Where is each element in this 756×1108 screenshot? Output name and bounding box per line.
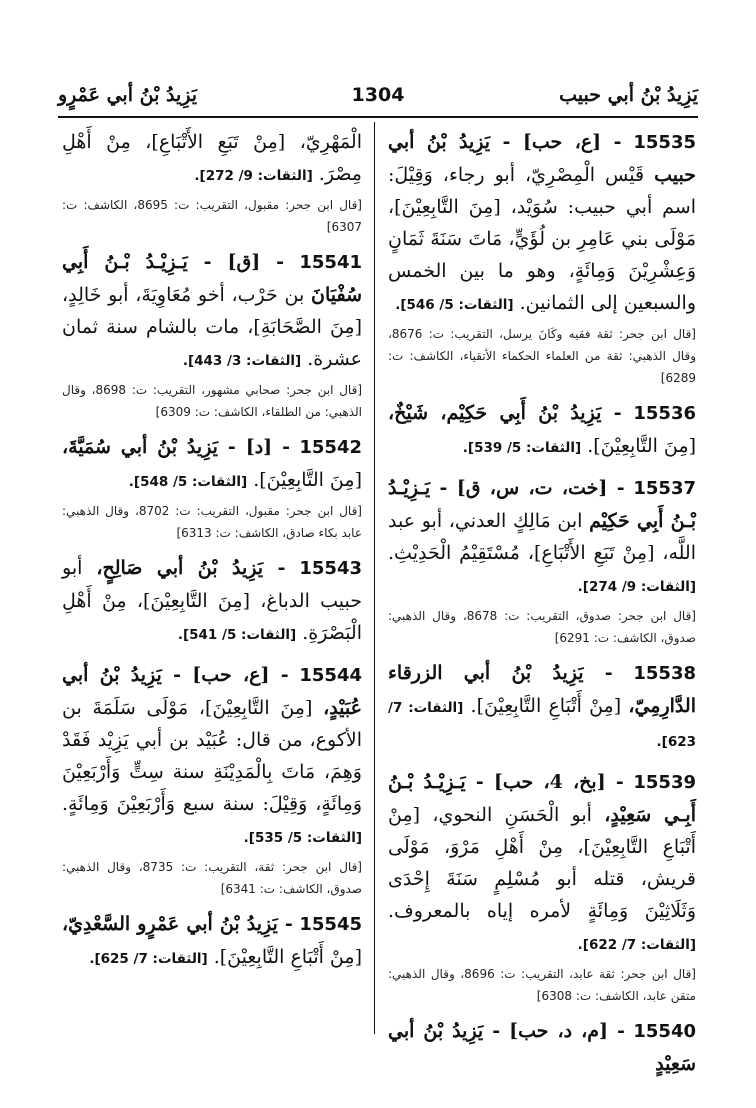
entry-number: 15541 (299, 252, 362, 273)
entry-name: - [م، د، حب] - يَزِيدُ بْنُ أبي سَعِيْدٍ (388, 1020, 696, 1075)
running-header (58, 84, 698, 116)
entry-source: [الثقات: 5/ 535]. (243, 830, 362, 846)
biography-entry (388, 657, 696, 758)
entry-body (62, 126, 362, 192)
entry-number: 15540 (633, 1021, 696, 1042)
entry-body (388, 657, 696, 758)
entry-number: 15535 (633, 132, 696, 153)
entry-footnote: [قال ابن جحر: ثقة عابد، التقريب: ت: 8696، وقال الذهبي: متقن عابد، الكاشف: ت: 6308] (388, 967, 696, 1003)
biography-entry (388, 1015, 696, 1080)
biography-entry (62, 552, 362, 651)
entry-body (62, 552, 362, 651)
biography-entry (62, 431, 362, 544)
entry-body (388, 766, 696, 961)
entry-text: [مِنَ التَّابِعِيْنَ]. (253, 469, 362, 491)
biography-entry (388, 766, 696, 1007)
entry-source: [الثقات: 9/ 272]. (194, 168, 313, 184)
entry-text: الْمَهْرِيّ، [مِنْ تَبَعِ الأَتْبَاعِ]، مِنْ أَهْلِ مِصْرَ. (62, 131, 362, 185)
entry-footnote: [قال ابن جحر: ثقة، التقريب: ت: 8735، وقال الذهبي: صدوق، الكاشف: ت: 6341] (62, 860, 362, 896)
entry-number: 15542 (299, 437, 362, 458)
entry-text: [مِنْ أَتْبَاعِ التَّابِعِيْنَ]. (470, 695, 622, 717)
entry-text: ابن مَالِكٍ العدني، أبو عبد اللَّه، [مِنْ تَبَعِ الأَتْبَاعِ]، مُسْتَقِيْمُ الْحَدِيْثِ. (388, 510, 696, 564)
entry-number: 15545 (299, 914, 362, 935)
entry-text: بن حَرْب، أخو مُعَاوِيَةَ، أبو خَالِدٍ، [مِنَ الصَّحَابَةِ]، مات بالشام سنة ثمان عشرة. (62, 284, 362, 370)
entry-name: - يَزِيدُ بْنُ أبي الزرقاء الدَّارِمِيّ، (388, 662, 696, 717)
entry-name: - [د] - يَزِيدُ بْنُ أبي سُمَيَّةَ، (62, 436, 290, 458)
entry-name: - [بخ، 4، حب] - يَـزِيْـدُ بْـنُ أَبِـي سَعِيْدٍ، (388, 771, 696, 826)
biography-entry (62, 246, 362, 423)
right-column (388, 126, 696, 1088)
entry-body (62, 246, 362, 377)
entry-body (62, 908, 362, 975)
entry-source: [الثقات: 5/ 546]. (395, 297, 514, 313)
biography-entry (62, 659, 362, 900)
entry-source: [الثقات: 5/ 548]. (128, 474, 248, 490)
entry-number: 15536 (633, 403, 696, 424)
biography-entry (388, 472, 696, 649)
entry-body (62, 431, 362, 498)
column-divider (374, 122, 375, 1034)
entry-source: [الثقات: 3/ 443]. (182, 353, 302, 369)
entry-text: [مِنْ أَتْبَاعِ التَّابِعِيْنَ]. (213, 946, 362, 968)
entry-name: - يَزِيدُ بْنُ أبي صَالِحٍ، (96, 557, 286, 579)
entry-name: - [ق] - يَـزِيْـدُ بْـنُ أَبِي سُفْيَانَ (62, 251, 363, 306)
entry-text: [مِنَ التَّابِعِيْنَ]، مَوْلَى سَلَمَةَ بن الأكوع، من قال: عُبَيْد بن أبي يَزِيْد فَقَدْ وَهِمَ، مَاتَ بِالْمَدِيْنَةِ سنة سِتٍّ وَأَرْبَعِيْنَ وَمِائَةٍ، وَقِيْلَ: سنة سبع وَأَرْبَعِيْنَ وَمِائَةٍ. (62, 697, 362, 815)
entry-footnote: [قال ابن جحر: ثقة فقيه وكَانَ يرسل، التقريب: ت: 8676، وقال الذهبي: ثقة من العلماء الحكماء الأتقياء، الكاشف: ت: 6289] (388, 327, 696, 385)
entry-name: - يَزِيدُ بْنُ أبي عَمْرٍو السَّعْدِيّ، (62, 913, 293, 935)
entry-name: - يَزِيدُ بْنُ أَبِي حَكِيْم، شَيْخٌ، (388, 402, 622, 424)
entry-footnote: [قال ابن جحر: مقبول، التقريب: ت: 8695، الكاشف: ت: 6307] (62, 198, 362, 234)
entry-body (388, 1015, 696, 1080)
header-rule (58, 116, 698, 118)
entry-body (62, 659, 362, 854)
entry-text: [مِنَ التَّابِعِيْنَ]. (587, 435, 696, 457)
entry-footnote: [قال ابن جحر: صحابي مشهور، التقريب: ت: 8698، وقال الذهبي: من الطلقاء، الكاشف: ت: 6309] (62, 383, 363, 419)
entry-number: 15539 (633, 772, 696, 793)
entry-name: - [ع، حب] - يَزِيدُ بْنُ أبي حبيب (388, 131, 696, 186)
entry-body (388, 472, 696, 603)
entry-text: أبو حبيب الدباغ، [مِنَ التَّابِعِيْنَ]، مِنْ أَهْلِ الْبَصْرَةِ. (62, 557, 362, 644)
entry-body (388, 126, 696, 321)
biography-entry (388, 397, 696, 464)
header-left-title: يَزِيدُ بْنُ أبي عَمْرٍو (58, 84, 198, 106)
page-number: 1304 (351, 84, 405, 106)
entry-footnote: [قال ابن جحر: مقبول، التقريب: ت: 8702، وقال الذهبي: عابد بكاء صادق، الكاشف: ت: 6313] (62, 504, 362, 540)
entry-footnote: [قال ابن جحر: صدوق، التقريب: ت: 8678، وقال الذهبي: صدوق، الكاشف: ت: 6291] (388, 609, 696, 645)
entry-source: [الثقات: 7/ 623]. (388, 700, 696, 750)
biography-entry (388, 126, 696, 389)
entry-text: قَيْس الْمِصْرِيّ، أبو رجاء، وَقِيْلَ: اسم أبي حبيب: سُوَيْد، [مِنَ التَّابِعِيْنَ]، مَوْلَى بني عَامِرِ بن لُؤَيٍّ، مَاتَ سَنَةَ ثَمَانٍ وَعِشْرِيْنَ وَمِائَةٍ، وهو ما بين الخمس والسبعين إلى الثمانين. (388, 164, 696, 314)
entry-source: [الثقات: 7/ 625]. (89, 951, 208, 967)
entry-name: - [ع، حب] - يَزِيدُ بْنُ أبي عُبَيْدٍ، (62, 664, 362, 719)
entry-text: أبو الْحَسَنِ النحوي، [مِنْ أَتْبَاعِ التَّابِعِيْنَ]، مِنْ أَهْلِ مَرْوَ، مَوْلَى قريش، قتله أبو مُسْلِمٍ سَنَةَ إِحْدَى وَثَلَاثِيْنَ وَمِائَةٍ لأمره إياه بالمعروف. (388, 804, 696, 922)
entry-name: - [خت، ت، س، ق] - يَـزِيْـدُ بْـنُ أَبِي حَكِيْم (388, 477, 696, 532)
entry-source: [الثقات: 9/ 274]. (577, 579, 696, 595)
entry-body (388, 397, 696, 464)
entry-number: 15538 (633, 663, 696, 684)
left-column (62, 126, 362, 983)
entry-number: 15537 (633, 478, 696, 499)
entry-number: 15543 (299, 558, 362, 579)
header-right-title: يَزِيدُ بْنُ أبي حبيب (559, 84, 698, 106)
entry-source: [الثقات: 7/ 622]. (577, 937, 696, 953)
biography-entry (62, 908, 362, 975)
entry-source: [الثقات: 5/ 539]. (462, 440, 582, 456)
entry-source: [الثقات: 5/ 541]. (177, 627, 297, 643)
entry-number: 15544 (299, 665, 362, 686)
biography-entry (62, 126, 362, 238)
